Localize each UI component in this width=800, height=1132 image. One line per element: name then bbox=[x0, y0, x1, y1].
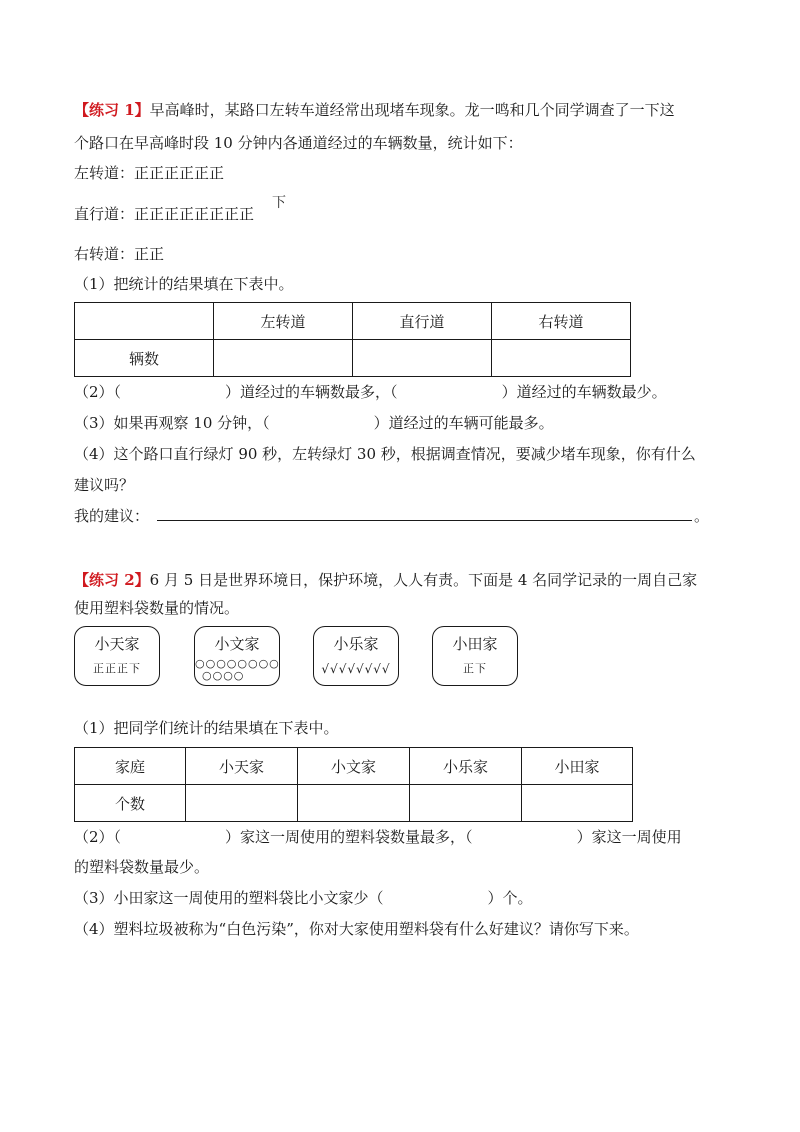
ex2-intro-text: 6 月 5 日是世界环境日，保护环境，人人有责。下面是 4 名同学记录的一周自己家 bbox=[149, 571, 698, 589]
ex2-table bbox=[74, 747, 633, 822]
table-header-row bbox=[75, 748, 633, 785]
card-marks: ○○○○○○○○ bbox=[195, 657, 280, 670]
answer-cell[interactable] bbox=[298, 785, 410, 822]
tally-label: 左转道： bbox=[74, 164, 135, 182]
ex1-q1: （1）把统计的结果填在下表中。 bbox=[74, 275, 294, 293]
card-marks: 正正正下 bbox=[93, 662, 141, 675]
answer-cell[interactable] bbox=[214, 340, 353, 377]
q-text: ）个。 bbox=[487, 889, 533, 907]
ex2-intro-line2: 使用塑料袋数量的情况。 bbox=[74, 599, 240, 617]
q-text: （2）（ bbox=[74, 383, 122, 401]
card-marks: √√√√√√√√ bbox=[321, 662, 391, 676]
card-name: 小乐家 bbox=[333, 635, 379, 653]
record-card bbox=[432, 626, 518, 686]
card-name: 小田家 bbox=[452, 635, 498, 653]
ex1-intro-line2: 个路口在早高峰时段 10 分钟内各通道经过的车辆数量，统计如下： bbox=[74, 134, 523, 152]
table-row bbox=[75, 340, 631, 377]
card-marks: 正下 bbox=[463, 662, 487, 675]
card-marks: ○○○○ bbox=[202, 669, 245, 682]
table-header-cell: 小乐家 bbox=[410, 748, 522, 785]
ex2-tag: 【练习 2】 bbox=[74, 571, 150, 589]
ex1-table bbox=[74, 302, 631, 377]
record-card bbox=[74, 626, 160, 686]
ex1-q4-line1: （4）这个路口直行绿灯 90 秒，左转绿灯 30 秒，根据调查情况，要减少堵车现象，你有什么 bbox=[74, 445, 696, 463]
tally-straight bbox=[74, 204, 254, 224]
answer-cell[interactable] bbox=[492, 340, 631, 377]
table-header-row bbox=[75, 303, 631, 340]
tally-marks: 正正正正正正 bbox=[134, 164, 225, 182]
tally-label: 右转道： bbox=[74, 245, 135, 263]
ex2-q4: （4）塑料垃圾被称为“白色污染”，你对大家使用塑料袋有什么好建议？请你写下来。 bbox=[74, 920, 639, 938]
record-card bbox=[194, 626, 280, 686]
suggestion-label: 我的建议： bbox=[74, 507, 150, 525]
q-text: （3）小田家这一周使用的塑料袋比小文家少（ bbox=[74, 889, 384, 907]
ex2-q3 bbox=[74, 888, 533, 908]
table-row-label: 辆数 bbox=[75, 340, 214, 377]
tally-label: 直行道： bbox=[74, 205, 135, 223]
q-text: ）道经过的车辆数最多，（ bbox=[225, 383, 398, 401]
ex1-q3 bbox=[74, 413, 554, 433]
q-text: （2）（ bbox=[74, 828, 122, 846]
table-row-label: 个数 bbox=[75, 785, 186, 822]
q-text: ）家这一周使用 bbox=[576, 828, 682, 846]
card-name: 小天家 bbox=[94, 635, 140, 653]
record-card bbox=[313, 626, 399, 686]
card-name: 小文家 bbox=[214, 635, 260, 653]
ex1-q4-line2: 建议吗？ bbox=[74, 476, 135, 494]
ex1-q2 bbox=[74, 382, 667, 402]
suggestion-line[interactable] bbox=[157, 520, 692, 521]
table-header-cell: 直行道 bbox=[353, 303, 492, 340]
tally-marks: 正正 bbox=[134, 245, 165, 263]
ex2-intro-line1 bbox=[74, 570, 697, 590]
table-header-cell: 右转道 bbox=[492, 303, 631, 340]
ex1-intro-line1 bbox=[74, 100, 675, 120]
answer-cell[interactable] bbox=[353, 340, 492, 377]
table-header-cell bbox=[75, 303, 214, 340]
tally-left-turn bbox=[74, 163, 224, 183]
ex2-q1: （1）把同学们统计的结果填在下表中。 bbox=[74, 719, 339, 737]
ex1-tag: 【练习 1】 bbox=[74, 101, 150, 119]
q-text: ）家这一周使用的塑料袋数量最多，（ bbox=[225, 828, 473, 846]
table-header-cell: 小田家 bbox=[522, 748, 633, 785]
answer-cell[interactable] bbox=[522, 785, 633, 822]
tally-marks: 正正正正正正正正 bbox=[134, 205, 255, 223]
table-row bbox=[75, 785, 633, 822]
ex1-intro-text: 早高峰时，某路口左转车道经常出现堵车现象。龙一鸣和几个同学调查了一下这 bbox=[149, 101, 675, 119]
table-header-cell: 左转道 bbox=[214, 303, 353, 340]
q-text: ）道经过的车辆数最少。 bbox=[501, 383, 667, 401]
suggestion-end: 。 bbox=[694, 507, 710, 525]
answer-cell[interactable] bbox=[186, 785, 298, 822]
tally-extra-mark: 下 bbox=[272, 195, 286, 211]
table-header-cell: 小天家 bbox=[186, 748, 298, 785]
table-header-cell: 小文家 bbox=[298, 748, 410, 785]
ex2-q2-line1 bbox=[74, 827, 682, 847]
q-text: ）道经过的车辆可能最多。 bbox=[373, 414, 554, 432]
ex2-q2-line2: 的塑料袋数量最少。 bbox=[74, 858, 210, 876]
answer-cell[interactable] bbox=[410, 785, 522, 822]
table-header-cell: 家庭 bbox=[75, 748, 186, 785]
tally-right-turn bbox=[74, 244, 164, 264]
q-text: （3）如果再观察 10 分钟，（ bbox=[74, 414, 270, 432]
